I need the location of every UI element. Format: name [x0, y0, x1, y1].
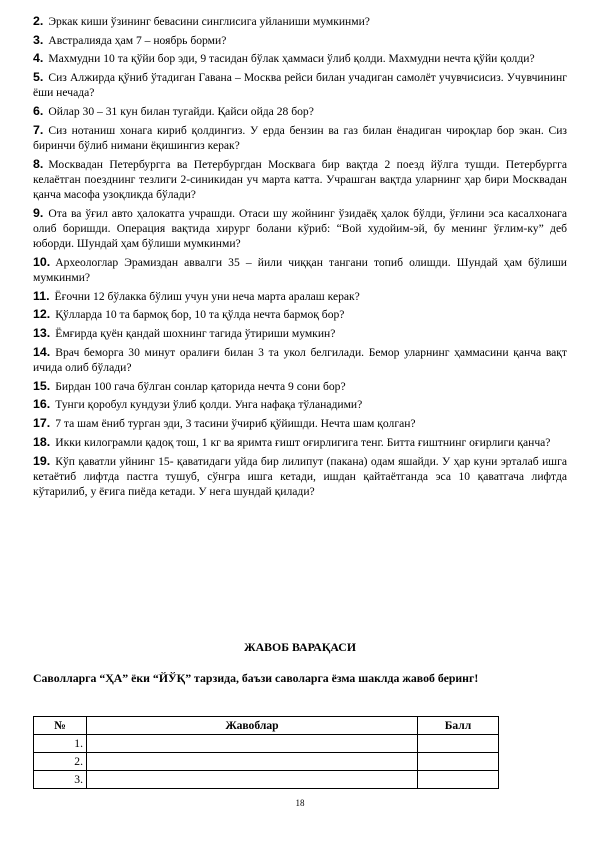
answer-sheet-title: ЖАВОБ ВАРАҚАСИ: [243, 640, 357, 654]
score-cell[interactable]: [418, 771, 499, 789]
question-item: [33, 123, 567, 153]
header-number: №: [34, 717, 87, 735]
answer-cell[interactable]: [87, 771, 418, 789]
question-item: [33, 326, 567, 341]
header-score: Балл: [418, 717, 499, 735]
question-item: [33, 435, 567, 450]
question-text: Археологлар Эрамиздан аввалги 35 – йили чиққан тангани топиб олишди. Шундай ҳам бўлиши мумкинми?: [33, 255, 567, 285]
question-item: [33, 33, 567, 48]
question-number: 13.: [33, 326, 51, 341]
document-page: [33, 14, 567, 808]
question-item: [33, 416, 567, 431]
question-number: 11.: [33, 288, 50, 303]
question-text: Ойлар 30 – 31 кун билан тугайди. Қайси ойда 28 бор?: [48, 105, 314, 119]
question-number: 15.: [33, 378, 51, 393]
question-number: 14.: [33, 344, 51, 359]
table-row: [34, 753, 499, 771]
question-item: [33, 70, 567, 100]
question-number: 19.: [33, 453, 51, 468]
answer-table-header-row: [34, 717, 499, 735]
row-number: 2.: [34, 753, 87, 771]
question-number: 8.: [33, 156, 44, 171]
table-row: [34, 735, 499, 753]
answer-table: [33, 716, 499, 789]
question-text: Бирдан 100 гача бўлган сонлар қаторида нечта 9 сони бор?: [55, 379, 346, 393]
question-text: Кўп қаватли уйнинг 15- қаватидаги уйда бир лилипут (пакана) одам яшайди. У ҳар куни эрталаб ишга кетаётиб лифтда пастга тушуб, сўнгра ишга кетади, ишдан қайтаётганда эса 10 қаватгача лифтда кўтарилиб, у ёғига пиёда кетади. У нега шундай қилади?: [33, 454, 567, 498]
question-text: Ёмғирда қуён қандай шохнинг тагида ўтириши мумкин?: [55, 327, 336, 341]
question-number: 9.: [33, 205, 44, 220]
question-item: [33, 157, 567, 203]
answer-cell[interactable]: [87, 753, 418, 771]
question-item: [33, 255, 567, 285]
question-text: Махмудни 10 та қўйи бор эди, 9 тасидан бўлак ҳаммаси ўлиб қолди. Махмудни нечта қўйи қолди?: [48, 52, 535, 66]
question-text: 7 та шам ёниб турган эди, 3 тасини ўчириб қўйишди. Нечта шам қолган?: [55, 417, 416, 431]
question-number: 3.: [33, 32, 44, 47]
question-number: 18.: [33, 434, 51, 449]
page-number: 18: [295, 798, 305, 808]
table-row: [34, 771, 499, 789]
question-number: 17.: [33, 416, 51, 431]
question-text: Сиз Алжирда қўниб ўтадиган Гавана – Москва рейси билан учадиган самолёт учувчисисиз. Учувчининг ёши нечада?: [33, 71, 567, 100]
question-text: Сиз нотаниш хонага кириб қолдингиз. У ерда бензин ва газ билан ёнадиган чироқлар бор экан. Сиз биринчи бўлиб нимани ёқишингиз керак?: [33, 123, 567, 152]
question-text: Ота ва ўғил авто ҳалокатга учрашди. Отаси шу жойнинг ўзидаёқ ҳалок бўлди, ўғлини эса касалхонага олиб боришди. Операция вақтида хирург болани кўриб: “Вой худойим-эй, бу менинг ўғлим-ку” деб юборди. Шундай ҳам бўлиши мумкинми?: [33, 206, 567, 251]
question-list: [33, 14, 567, 499]
question-text: Ёғочни 12 бўлакка бўлиш учун уни неча марта аралаш керак?: [54, 289, 360, 303]
question-text: Австралияда ҳам 7 – ноябрь борми?: [48, 33, 227, 47]
question-item: [33, 345, 567, 375]
question-number: 2.: [33, 14, 44, 28]
question-number: 10.: [33, 254, 51, 269]
question-item: [33, 397, 567, 412]
question-item: [33, 379, 567, 394]
question-item: [33, 454, 567, 500]
question-text: Икки килограмли қадоқ тош, 1 кг ва яримта ғишт оғирлигига тенг. Битта ғиштнинг оғирлиги қанча?: [55, 435, 551, 449]
question-number: 6.: [33, 104, 44, 119]
answer-instruction: Саволларга “ҲА” ёки “ЙЎҚ” тарзида, баъзи саволарга ёзма шаклда жавоб беринг!: [33, 671, 479, 685]
question-item: [33, 51, 567, 66]
question-item: [33, 206, 567, 252]
question-text: Тунги қоробул кундузи ўлиб қолди. Унга нафақа тўланадими?: [55, 398, 363, 412]
question-number: 16.: [33, 397, 51, 412]
header-answers: Жавоблар: [87, 717, 418, 735]
question-item: [33, 289, 567, 304]
question-number: 5.: [33, 70, 44, 85]
question-text: Врач беморга 30 минут оралиғи билан 3 та укол белгилади. Бемор уларнинг ҳаммасини қанча вақт ичида олиб бўлади?: [33, 345, 567, 375]
row-number: 3.: [34, 771, 87, 789]
question-number: 12.: [33, 307, 51, 322]
score-cell[interactable]: [418, 753, 499, 771]
question-item: [33, 104, 567, 119]
answer-cell[interactable]: [87, 735, 418, 753]
question-text: Қўлларда 10 та бармоқ бор, 10 та қўлда нечта бармоқ бор?: [55, 308, 345, 322]
question-text: Эркак киши ўзининг бевасини синглисига уйланиши мумкинми?: [48, 15, 370, 28]
question-text: Москвадан Петербургга ва Петербургдан Москвага бир вақтда 2 поезд йўлга тушди. Петербургга келаётган поезднинг тезлиги 2-синикидан уч марта катта. Учрашган вақтда уларнинг ҳар бири Москвадан қанча масофа узоқликда бўлади?: [33, 157, 567, 202]
row-number: 1.: [34, 735, 87, 753]
question-item: [33, 14, 567, 29]
question-number: 4.: [33, 51, 44, 66]
question-number: 7.: [33, 122, 44, 137]
score-cell[interactable]: [418, 735, 499, 753]
question-item: [33, 307, 567, 322]
